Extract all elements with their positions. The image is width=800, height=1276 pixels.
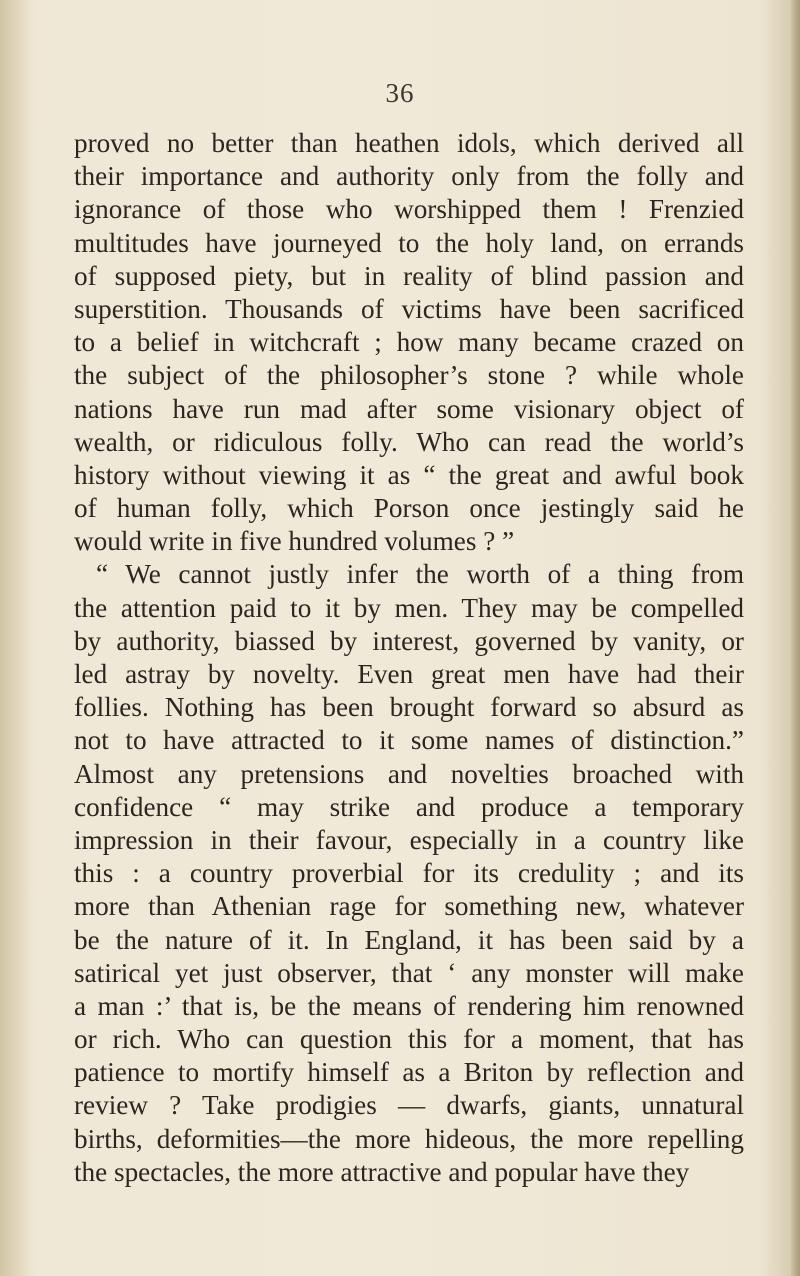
text-line: be the nature of it. In England, it has been said by a	[74, 924, 744, 955]
text-line: a man :’ that is, be the means of rendering him renowned	[74, 990, 744, 1021]
text-line: patience to mortify himself as a Briton by reflection and	[74, 1057, 744, 1088]
text-line: follies. Nothing has been brought forward so absurd as	[74, 692, 744, 723]
text-line: more than Athenian rage for something new, whatever	[74, 891, 744, 922]
text-line: the subject of the philosopher’s stone ? while whole	[74, 360, 744, 391]
text-line: impression in their favour, especially in a country like	[74, 824, 744, 855]
text-line: their importance and authority only from the folly and	[74, 161, 744, 192]
text-line: to a belief in witchcraft ; how many became crazed on	[74, 327, 744, 358]
page-gutter-shadow	[0, 0, 30, 1276]
text-line: wealth, or ridiculous folly. Who can read the world’s	[74, 426, 744, 457]
page-number: 36	[385, 78, 415, 108]
text-line: births, deformities—the more hideous, the more repelling	[74, 1123, 744, 1154]
text-line: or rich. Who can question this for a moment, that has	[74, 1024, 744, 1055]
text-line: this : a country proverbial for its credulity ; and its	[74, 858, 744, 889]
text-line: nations have run mad after some visionary object of	[74, 393, 744, 424]
text-line: history without viewing it as “ the great and awful book	[74, 459, 744, 490]
text-line: would write in five hundred volumes ? ”	[74, 526, 515, 557]
text-line: superstition. Thousands of victims have been sacrificed	[74, 293, 744, 324]
text-line: satirical yet just observer, that ‘ any monster will make	[74, 957, 744, 988]
text-line: the attention paid to it by men. They may be compelled	[74, 592, 744, 623]
text-line: of supposed piety, but in reality of blind passion and	[74, 260, 744, 291]
text-line: the spectacles, the more attractive and popular have they	[74, 1156, 690, 1187]
text-line: multitudes have journeyed to the holy land, on errands	[74, 227, 744, 258]
body-text	[74, 127, 744, 1189]
text-line: led astray by novelty. Even great men have had their	[74, 659, 744, 689]
text-line: “ We cannot justly infer the worth of a thing from	[96, 559, 744, 590]
text-line: not to have attracted to it some names of distinction.”	[74, 725, 744, 756]
text-line: by authority, biassed by interest, governed by vanity, or	[74, 625, 744, 656]
text-line: ignorance of those who worshipped them ! Frenzied	[74, 194, 744, 225]
text-line: proved no better than heathen idols, which derived all	[74, 128, 744, 158]
text-line: Almost any pretensions and novelties broached with	[74, 758, 744, 789]
text-line: confidence “ may strike and produce a temporary	[74, 791, 744, 822]
text-line: of human folly, which Porson once jestingly said he	[74, 493, 744, 524]
text-line: review ? Take prodigies — dwarfs, giants, unnatural	[74, 1090, 744, 1121]
page-edge-shadow	[790, 0, 800, 1276]
